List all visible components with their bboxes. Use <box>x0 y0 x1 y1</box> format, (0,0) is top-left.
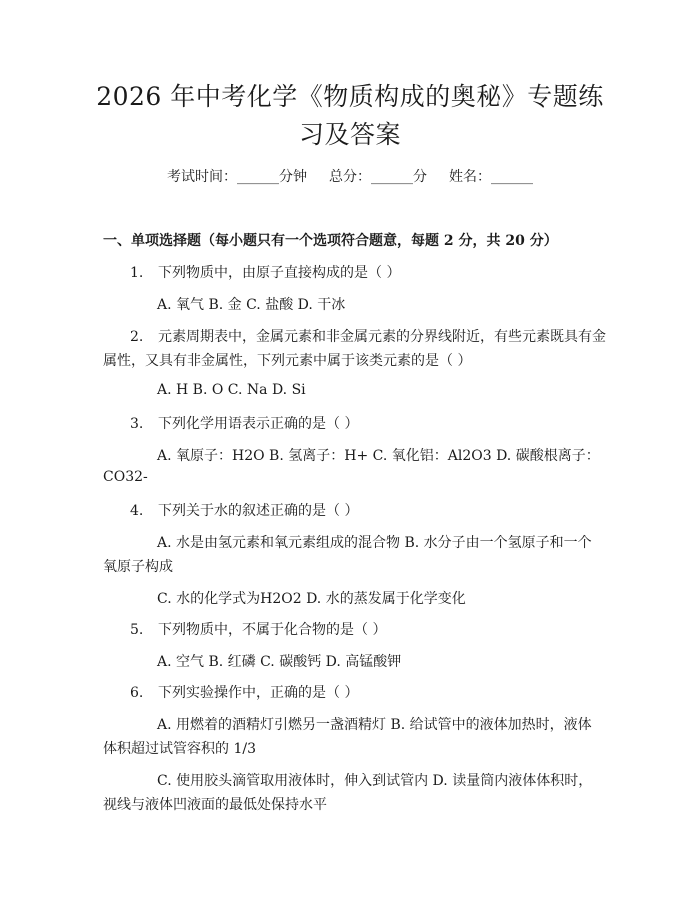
question-6 <box>130 682 358 702</box>
question-6-options-ab: A. 用燃着的酒精灯引燃另一盏酒精灯 B. 给试管中的液体加热时，液体 <box>157 717 592 733</box>
exam-time: 考试时间：______分钟 <box>167 169 307 185</box>
question-5-options: A. 空气 B. 红磷 C. 碳酸钙 D. 高锰酸钾 <box>157 654 402 670</box>
question-stem: 下列物质中，不属于化合物的是（ ） <box>158 622 387 638</box>
question-2-options: A. H B. O C. Na D. Si <box>157 382 306 398</box>
question-stem: 下列化学用语表示正确的是（ ） <box>158 416 359 432</box>
total-score: 总分：______分 <box>329 169 427 185</box>
question-stem: 下列物质中，由原子直接构成的是（ ） <box>158 265 401 281</box>
document-title <box>60 78 640 154</box>
question-1-options: A. 氧气 B. 金 C. 盐酸 D. 干冰 <box>157 297 346 313</box>
title-line-1: 2026 年中考化学《物质构成的奥秘》专题练 <box>96 82 604 111</box>
question-stem: 下列实验操作中，正确的是（ ） <box>158 685 359 701</box>
title-line-2: 习及答案 <box>298 120 401 149</box>
question-stem: 下列关于水的叙述正确的是（ ） <box>158 503 359 519</box>
question-2 <box>130 326 606 346</box>
question-number: 3. <box>130 416 144 432</box>
student-name: 姓名：______ <box>449 169 533 185</box>
question-number: 6. <box>130 685 144 701</box>
question-3 <box>130 413 358 433</box>
question-4-options-cd: C. 水的化学式为H2O2 D. 水的蒸发属于化学变化 <box>157 591 466 607</box>
question-6-options-cd: C. 使用胶头滴管取用液体时，伸入到试管内 D. 读量筒内液体体积时， <box>157 773 593 789</box>
question-number: 2. <box>130 329 144 345</box>
exam-meta <box>0 166 700 186</box>
question-2-stem-continued: 属性，又具有非金属性，下列元素中属于该类元素的是（ ） <box>103 353 472 369</box>
question-1 <box>130 262 400 282</box>
question-stem: 元素周期表中，金属元素和非金属元素的分界线附近，有些元素既具有金 <box>158 329 606 345</box>
question-number: 5. <box>130 622 144 638</box>
question-4 <box>130 500 358 520</box>
question-6-options-ab-continued: 体积超过试管容积的 1/3 <box>103 741 256 757</box>
question-5 <box>130 619 386 639</box>
section-heading: 一、单项选择题（每小题只有一个选项符合题意，每题 2 分，共 20 分） <box>103 233 558 249</box>
question-number: 1. <box>130 265 144 281</box>
question-4-options-continued: 氧原子构成 <box>103 559 173 575</box>
question-3-options-continued: CO32- <box>103 469 148 485</box>
question-4-options-ab: A. 水是由氢元素和氧元素组成的混合物 B. 水分子由一个氢原子和一个 <box>157 535 592 551</box>
question-6-options-cd-continued: 视线与液体凹液面的最低处保持水平 <box>103 797 327 813</box>
question-number: 4. <box>130 503 144 519</box>
question-3-options: A. 氧原子：H2O B. 氢离子：H+ C. 氧化铝：Al2O3 D. 碳酸根离子： <box>157 448 600 464</box>
